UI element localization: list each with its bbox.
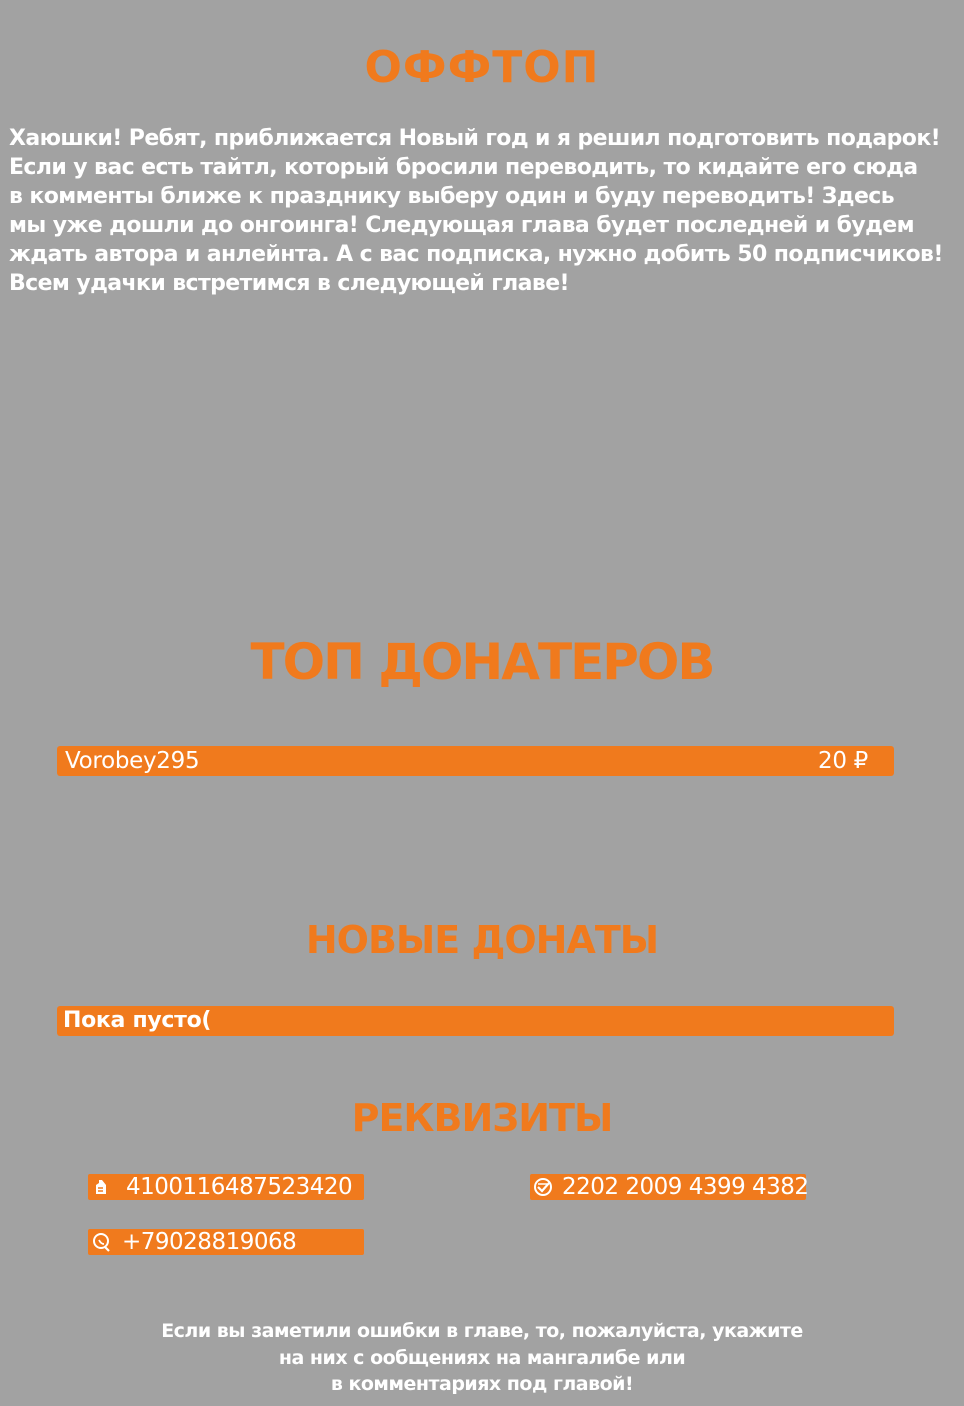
wallet-number: 4100116487523420 bbox=[126, 1174, 353, 1200]
bank-card-icon bbox=[533, 1177, 553, 1197]
new-donations-empty-text: Пока пусто( bbox=[63, 1008, 212, 1033]
requisite-wallet bbox=[88, 1174, 364, 1200]
offtop-text: Хаюшки! Ребят, приближается Новый год и я решил подготовить подарок! Если у вас есть тайтл, который бросили переводить, то кидайте его сюда в комменты ближе к празднику выберу один и буду переводить! Здесь мы уже дошли до онгоинга! Следующая глава будет последней и будем ждать автора и анлейнта. А с вас подписка, нужно добить 50 подписчиков! Всем удачки встретимся в следующей главе! bbox=[9, 126, 943, 296]
offtop-title: ОФФТОП bbox=[364, 42, 600, 93]
donator-row bbox=[57, 746, 894, 776]
requisite-card bbox=[530, 1174, 809, 1200]
new-donations-row bbox=[57, 1006, 894, 1036]
donator-amount: 20 ₽ bbox=[817, 748, 868, 774]
donator-name: Vorobey295 bbox=[65, 748, 200, 774]
footer-line: на них с ообщениях на мангалибе или bbox=[278, 1346, 686, 1369]
phone-payment-icon bbox=[91, 1232, 111, 1252]
requisites-title: РЕКВИЗИТЫ bbox=[351, 1096, 613, 1140]
footer-note bbox=[0, 1318, 964, 1398]
requisite-phone bbox=[88, 1229, 364, 1255]
top-donators-title: ТОП ДОНАТЕРОВ bbox=[250, 633, 714, 691]
footer-line: в комментариях под главой! bbox=[330, 1373, 634, 1395]
wallet-icon bbox=[91, 1177, 111, 1197]
footer-line: Если вы заметили ошибки в главе, то, пожалуйста, укажите bbox=[161, 1320, 803, 1342]
card-number: 2202 2009 4399 4382 bbox=[562, 1174, 809, 1200]
new-donations-title: НОВЫЕ ДОНАТЫ bbox=[305, 918, 659, 962]
phone-number: +79028819068 bbox=[122, 1229, 297, 1255]
